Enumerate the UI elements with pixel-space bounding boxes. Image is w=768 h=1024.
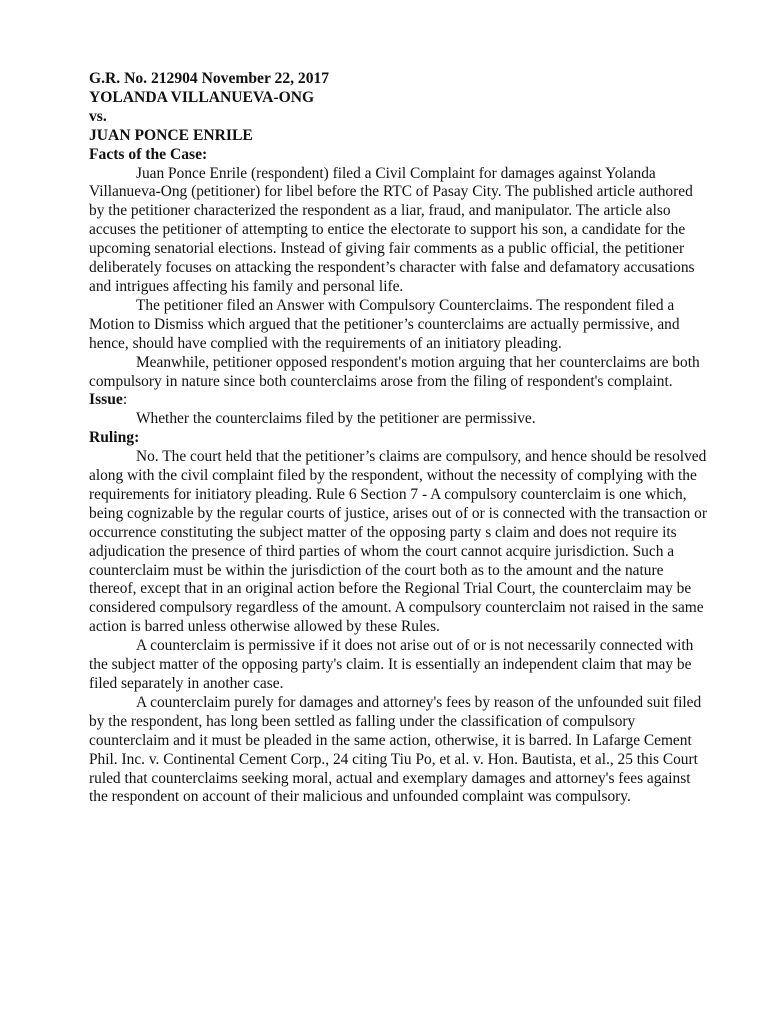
issue-heading-colon: : [122,391,128,409]
respondent-name: JUAN PONCE ENRILE [89,126,253,144]
ruling-paragraph-3: A counterclaim purely for damages and attorney's fees by reason of the unfounded suit filed by the respondent, has long been settled as falling under the classification of compulsory counterclaim and it must be pleaded in the same action, otherwise, it is barred. In Lafarge Cement Phil. Inc. v. Continental Cement Corp., 24 citing Tiu Po, et al. v. Hon. Bautista, et al., 25 this Court ruled that counterclaims seeking moral, actual and exemplary damages and attorney's fees against the respondent on account of their malicious and unfounded complaint was compulsory. [89,693,702,806]
versus-label: vs. [89,107,107,125]
ruling-paragraph-1: No. The court held that the petitioner’s claims are compulsory, and hence should be resolved along with the civil complaint filed by the respondent, without the necessity of complying with the requirements for initiatory pleading. Rule 6 Section 7 - A compulsory counterclaim is one which, being cognizable by the regular courts of justice, arises out of or is connected with the transaction or occurrence constituting the subject matter of the opposing party s claim and does not require its adjudication the presence of third parties of whom the court cannot acquire jurisdiction. Such a counterclaim must be within the jurisdiction of the court both as to the amount and the nature thereof, except that in an original action before the Regional Trial Court, the counterclaim may be considered compulsory regardless of the amount. A compulsory counterclaim not raised in the same action is barred unless otherwise allowed by these Rules. [89,448,707,636]
facts-heading: Facts of the Case: [89,145,208,163]
ruling-paragraph-2: A counterclaim is permissive if it does not arise out of or is not necessarily connected with the subject matter of the opposing party's claim. It is essentially an independent claim that may be filed separately in another case. [89,637,694,692]
facts-paragraph-3: Meanwhile, petitioner opposed respondent's motion arguing that her counterclaims are both compulsory in nature since both counterclaims arose from the filing of respondent's complaint. [89,353,700,390]
facts-paragraph-1: Juan Ponce Enrile (respondent) filed a Civil Complaint for damages against Yolanda Villanueva-Ong (petitioner) for libel before the RTC of Pasay City. The published article authored by the petitioner characterized the respondent as a liar, fraud, and manipulator. The article also accuses the petitioner of attempting to entice the electorate to support his son, a candidate for the upcoming senatorial elections. Instead of giving fair comments as a public official, the petitioner deliberately focuses on attacking the respondent’s character with false and defamatory accusations and intrigues affecting his family and personal life. [89,164,695,295]
issue-heading [89,391,709,410]
facts-paragraph-2: The petitioner filed an Answer with Compulsory Counterclaims. The respondent filed a Motion to Dismiss which argued that the petitioner’s counterclaims are actually permissive, and hence, should have complied with the requirements of an initiatory pleading. [89,296,680,352]
ruling-heading: Ruling: [89,429,140,447]
issue-heading-label: Issue [89,391,123,409]
document-page [89,70,709,807]
issue-text: Whether the counterclaims filed by the petitioner are permissive. [136,410,536,428]
case-number: G.R. No. 212904 November 22, 2017 [89,70,330,87]
petitioner-name: YOLANDA VILLANUEVA-ONG [89,88,315,106]
